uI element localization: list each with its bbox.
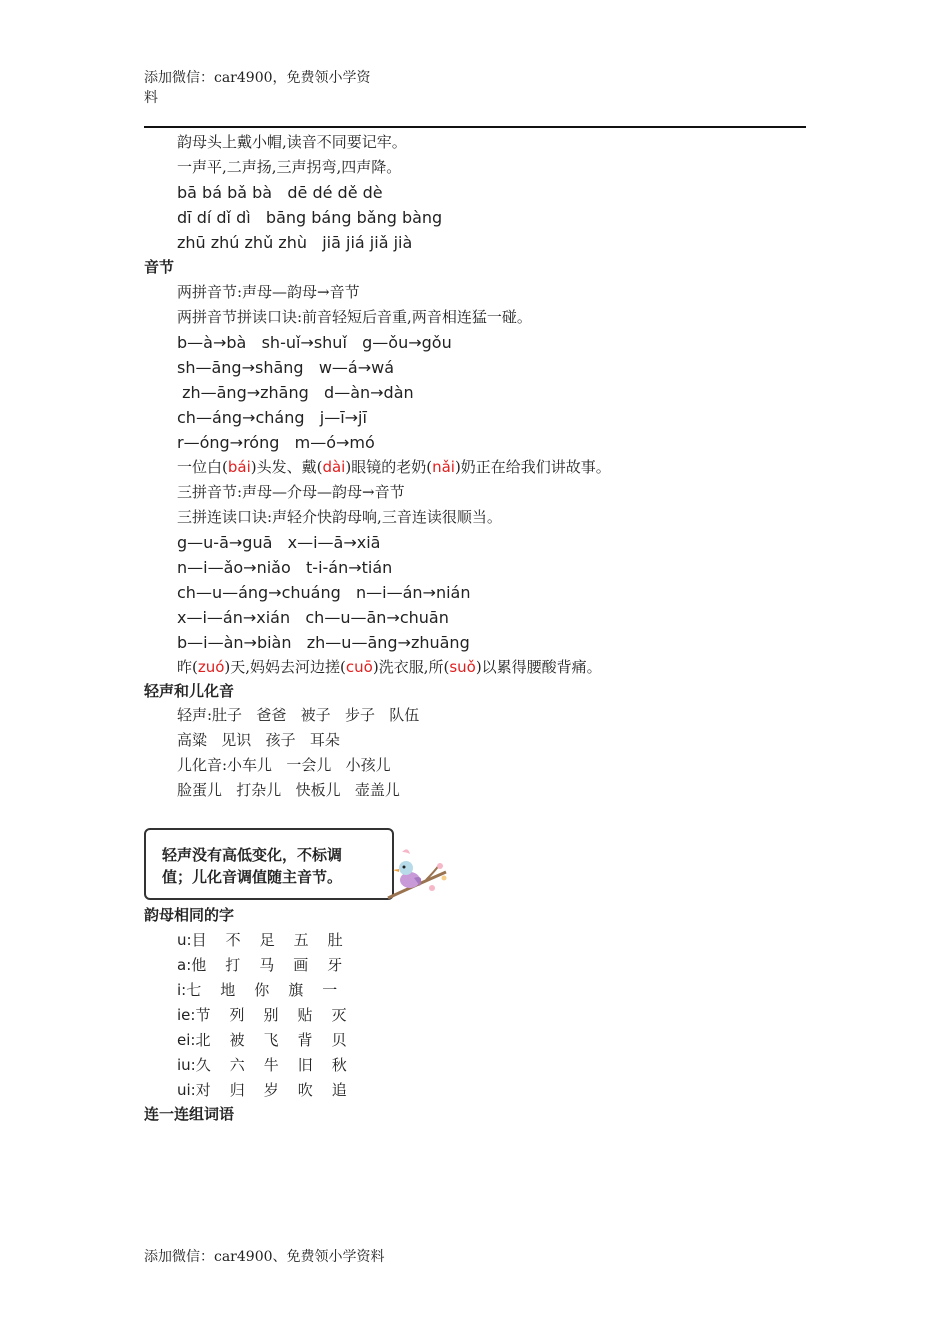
sentence-1-text: )眼镜的老奶( bbox=[345, 458, 433, 476]
character: 吹 bbox=[297, 1081, 313, 1099]
sentence-1 bbox=[177, 455, 611, 480]
pinyin-dai: dài bbox=[322, 458, 346, 476]
character: 不 bbox=[225, 931, 241, 949]
character: 列 bbox=[229, 1006, 245, 1024]
section-title-syllable: 音节 bbox=[144, 258, 175, 276]
character: 马 bbox=[259, 956, 275, 974]
header-rule bbox=[144, 126, 806, 128]
three-spell-definition: 三拼音节:声母—介母—韵母→音节 bbox=[177, 483, 405, 501]
tip-line-2: 值；儿化音调值随主音节。 bbox=[162, 868, 343, 886]
final-label: iu: bbox=[177, 1056, 196, 1074]
final-label: i: bbox=[177, 981, 187, 999]
two-spell-example: sh—āng→shāng w—á→wá bbox=[177, 358, 395, 377]
character: 节 bbox=[195, 1006, 211, 1024]
section-title-neutral-tone: 轻声和儿化音 bbox=[144, 682, 235, 700]
three-spell-rhyme: 三拼连读口诀:声轻介快韵母响,三音连读很顺当。 bbox=[177, 508, 502, 526]
character: 地 bbox=[220, 981, 236, 999]
character: 足 bbox=[259, 931, 275, 949]
character: 六 bbox=[229, 1056, 245, 1074]
character: 北 bbox=[195, 1031, 211, 1049]
character: 七 bbox=[186, 981, 202, 999]
final-label: a: bbox=[177, 956, 192, 974]
header-line-1: 添加微信：car4900，免费领小学资 bbox=[144, 70, 371, 86]
character: 被 bbox=[229, 1031, 245, 1049]
character: 画 bbox=[293, 956, 309, 974]
pinyin-bai: bái bbox=[227, 458, 251, 476]
character: 你 bbox=[254, 981, 270, 999]
same-final-row bbox=[177, 1028, 365, 1053]
two-spell-example: ch—áng→cháng j—ī→jī bbox=[177, 408, 367, 427]
two-spell-example: zh—āng→zhāng d—àn→dàn bbox=[177, 383, 414, 402]
section-title-connect: 连一连组词语 bbox=[144, 1105, 235, 1123]
same-final-row bbox=[177, 928, 362, 953]
character: 打 bbox=[225, 956, 241, 974]
sentence-2-text: )洗衣服,所( bbox=[372, 658, 450, 676]
same-final-row bbox=[177, 1078, 366, 1103]
character: 灭 bbox=[331, 1006, 347, 1024]
pinyin-zuo: zuó bbox=[197, 658, 225, 676]
character: 他 bbox=[191, 956, 207, 974]
sentence-1-text: )奶正在给我们讲故事。 bbox=[454, 458, 611, 476]
character: 归 bbox=[229, 1081, 245, 1099]
pinyin-cuo: cuō bbox=[345, 658, 373, 676]
character: 一 bbox=[322, 981, 338, 999]
neutral-tone-words: 轻声:肚子 爸爸 被子 步子 队伍 bbox=[177, 706, 420, 724]
three-spell-example: n—i—ǎo→niǎo t-i-án→tián bbox=[177, 558, 393, 577]
same-final-row bbox=[177, 1003, 365, 1028]
character: 久 bbox=[195, 1056, 211, 1074]
sentence-2-text: )天,妈妈去河边搓( bbox=[224, 658, 346, 676]
character: 追 bbox=[331, 1081, 347, 1099]
two-spell-rhyme: 两拼音节拼读口诀:前音轻短后音重,两音相连猛一碰。 bbox=[177, 308, 532, 326]
section-title-same-final: 韵母相同的字 bbox=[144, 906, 235, 924]
pinyin-suo: suǒ bbox=[449, 658, 476, 676]
final-label: ei: bbox=[177, 1031, 196, 1049]
tone-rule-2: 一声平,二声扬,三声拐弯,四声降。 bbox=[177, 158, 402, 176]
character: 背 bbox=[297, 1031, 313, 1049]
tip-box bbox=[144, 828, 394, 900]
sentence-1-text: 一位白( bbox=[177, 458, 228, 476]
three-spell-example: x—i—án→xián ch—u—ān→chuān bbox=[177, 608, 449, 627]
sentence-1-text: )头发、戴( bbox=[250, 458, 323, 476]
tip-line-1: 轻声没有高低变化，不标调 bbox=[162, 846, 343, 864]
three-spell-example: b—i—àn→biàn zh—u—āng→zhuāng bbox=[177, 633, 470, 652]
final-label: u: bbox=[177, 931, 192, 949]
sentence-2-text: )以累得腰酸背痛。 bbox=[475, 658, 602, 676]
two-spell-definition: 两拼音节:声母—韵母→音节 bbox=[177, 283, 360, 301]
tone-rule-1: 韵母头上戴小帽,读音不同要记牢。 bbox=[177, 133, 407, 151]
tone-pinyin-1: bā bá bǎ bà dē dé dě dè bbox=[177, 183, 383, 202]
final-label: ui: bbox=[177, 1081, 196, 1099]
three-spell-example: ch—u—áng→chuáng n—i—án→nián bbox=[177, 583, 471, 602]
two-spell-example: b—à→bà sh-uǐ→shuǐ g—ǒu→gǒu bbox=[177, 333, 452, 352]
tone-pinyin-2: dī dí dǐ dì bāng báng bǎng bàng bbox=[177, 208, 443, 227]
character: 旗 bbox=[288, 981, 304, 999]
pinyin-nai: nǎi bbox=[432, 458, 455, 476]
character: 目 bbox=[191, 931, 207, 949]
character: 牛 bbox=[263, 1056, 279, 1074]
character: 别 bbox=[263, 1006, 279, 1024]
sentence-2-text: 昨( bbox=[177, 658, 198, 676]
two-spell-example: r—óng→róng m—ó→mó bbox=[177, 433, 375, 452]
same-final-row bbox=[177, 953, 361, 978]
character: 五 bbox=[293, 931, 309, 949]
character: 旧 bbox=[297, 1056, 313, 1074]
same-final-row bbox=[177, 978, 356, 1003]
character: 对 bbox=[195, 1081, 211, 1099]
sentence-2 bbox=[177, 655, 602, 680]
tone-pinyin-3: zhū zhú zhǔ zhù jiā jiá jiǎ jià bbox=[177, 233, 413, 252]
character: 肚 bbox=[327, 931, 343, 949]
character: 牙 bbox=[327, 956, 343, 974]
final-label: ie: bbox=[177, 1006, 196, 1024]
erhua-words-2: 脸蛋儿 打杂儿 快板儿 壶盖儿 bbox=[177, 781, 400, 799]
character: 贝 bbox=[331, 1031, 347, 1049]
character: 岁 bbox=[263, 1081, 279, 1099]
erhua-words: 儿化音:小车儿 一会儿 小孩儿 bbox=[177, 756, 391, 774]
character: 秋 bbox=[331, 1056, 347, 1074]
character: 贴 bbox=[297, 1006, 313, 1024]
neutral-tone-words-2: 高粱 见识 孩子 耳朵 bbox=[177, 731, 340, 749]
character: 飞 bbox=[263, 1031, 279, 1049]
three-spell-example: g—u-ā→guā x—i—ā→xiā bbox=[177, 533, 381, 552]
header-note bbox=[144, 68, 394, 108]
footer-note: 添加微信：car4900、免费领小学资料 bbox=[144, 1249, 385, 1265]
header-line-2: 料 bbox=[144, 90, 158, 106]
same-final-row bbox=[177, 1053, 366, 1078]
bird-illustration bbox=[380, 842, 452, 902]
